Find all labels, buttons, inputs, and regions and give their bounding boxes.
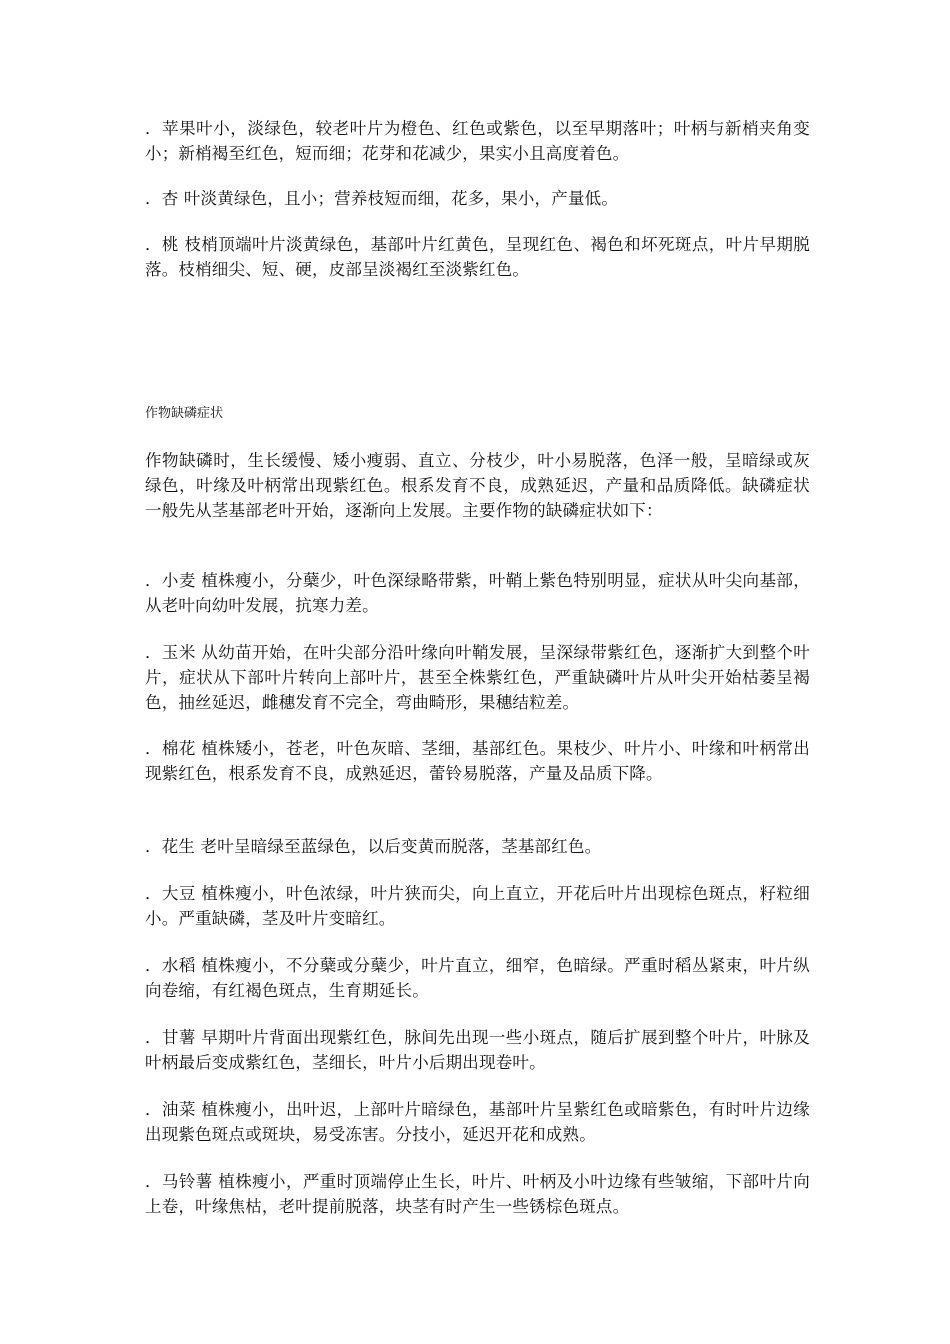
paragraph-soybean: ．大豆 植株瘦小，叶色浓绿，叶片狭而尖，向上直立，开花后叶片出现棕色斑点，籽粒细小。严重缺磷，茎及叶片变暗红。 xyxy=(145,884,810,928)
paragraph-sweet-potato: ．甘薯 早期叶片背面出现紫红色，脉间先出现一些小斑点，随后扩展到整个叶片，叶脉及叶柄最后变成紫红色，茎细长，叶片小后期出现卷叶。 xyxy=(145,1028,810,1072)
section-heading: 作物缺磷症状 xyxy=(145,406,224,421)
paragraph-apple: ．苹果叶小，淡绿色，较老叶片为橙色、红色或紫色，以至早期落叶；叶柄与新梢夹角变小；新梢褐至红色，短而细；花芽和花减少，果实小且高度着色。 xyxy=(145,119,810,163)
paragraph-peanut: ．花生 老叶呈暗绿至蓝绿色，以后变黄而脱落，茎基部红色。 xyxy=(145,837,602,856)
paragraph-potato: ．马铃薯 植株瘦小，严重时顶端停止生长，叶片、叶柄及小叶边缘有些皱缩，下部叶片向上卷，叶缘焦枯，老叶提前脱落，块茎有时产生一些锈棕色斑点。 xyxy=(145,1172,810,1216)
paragraph-cotton: ．棉花 植株矮小，苍老，叶色灰暗、茎细，基部红色。果枝少、叶片小、叶缘和叶柄常出现紫红色，根系发育不良，成熟延迟，蕾铃易脱落，产量及品质下降。 xyxy=(145,739,810,783)
paragraph-rapeseed: ．油菜 植株瘦小，出叶迟，上部叶片暗绿色，基部叶片呈紫红色或暗紫色，有时叶片边缘出现紫色斑点或斑块，易受冻害。分技小，延迟开花和成熟。 xyxy=(145,1100,810,1144)
paragraph-apricot: ．杏 叶淡黄绿色，且小；营养枝短而细，花多，果小，产量低。 xyxy=(145,189,619,208)
paragraph-intro: 作物缺磷时，生长缓慢、矮小瘦弱、直立、分枝少，叶小易脱落，色泽一般，呈暗绿或灰绿色，叶缘及叶柄常出现紫红色。根系发育不良，成熟延迟，产量和品质降低。缺磷症状一般先从茎基部老叶开始，逐渐向上发展。主要作物的缺磷症状如下： xyxy=(145,451,810,520)
paragraph-peach: ．桃 枝梢顶端叶片淡黄绿色，基部叶片红黄色，呈现红色、褐色和坏死斑点，叶片早期脱落。枝梢细尖、短、硬，皮部呈淡褐红至淡紫红色。 xyxy=(145,235,810,279)
paragraph-corn: ．玉米 从幼苗开始，在叶尖部分沿叶缘向叶鞘发展，呈深绿带紫红色，逐渐扩大到整个叶片，症状从下部叶片转向上部叶片，甚至全株紫红色，严重缺磷叶片从叶尖开始枯萎呈褐色，抽丝延迟，雌穗发育不完全，弯曲畸形，果穗结粒差。 xyxy=(145,643,810,712)
paragraph-wheat: ．小麦 植株瘦小，分蘖少，叶色深绿略带紫，叶鞘上紫色特别明显，症状从叶尖向基部，从老叶向幼叶发展，抗寒力差。 xyxy=(145,571,810,615)
paragraph-rice: ．水稻 植株瘦小，不分蘖或分蘖少，叶片直立，细窄，色暗绿。严重时稻丛紧束，叶片纵向卷缩，有红褐色斑点，生育期延长。 xyxy=(145,956,810,1000)
